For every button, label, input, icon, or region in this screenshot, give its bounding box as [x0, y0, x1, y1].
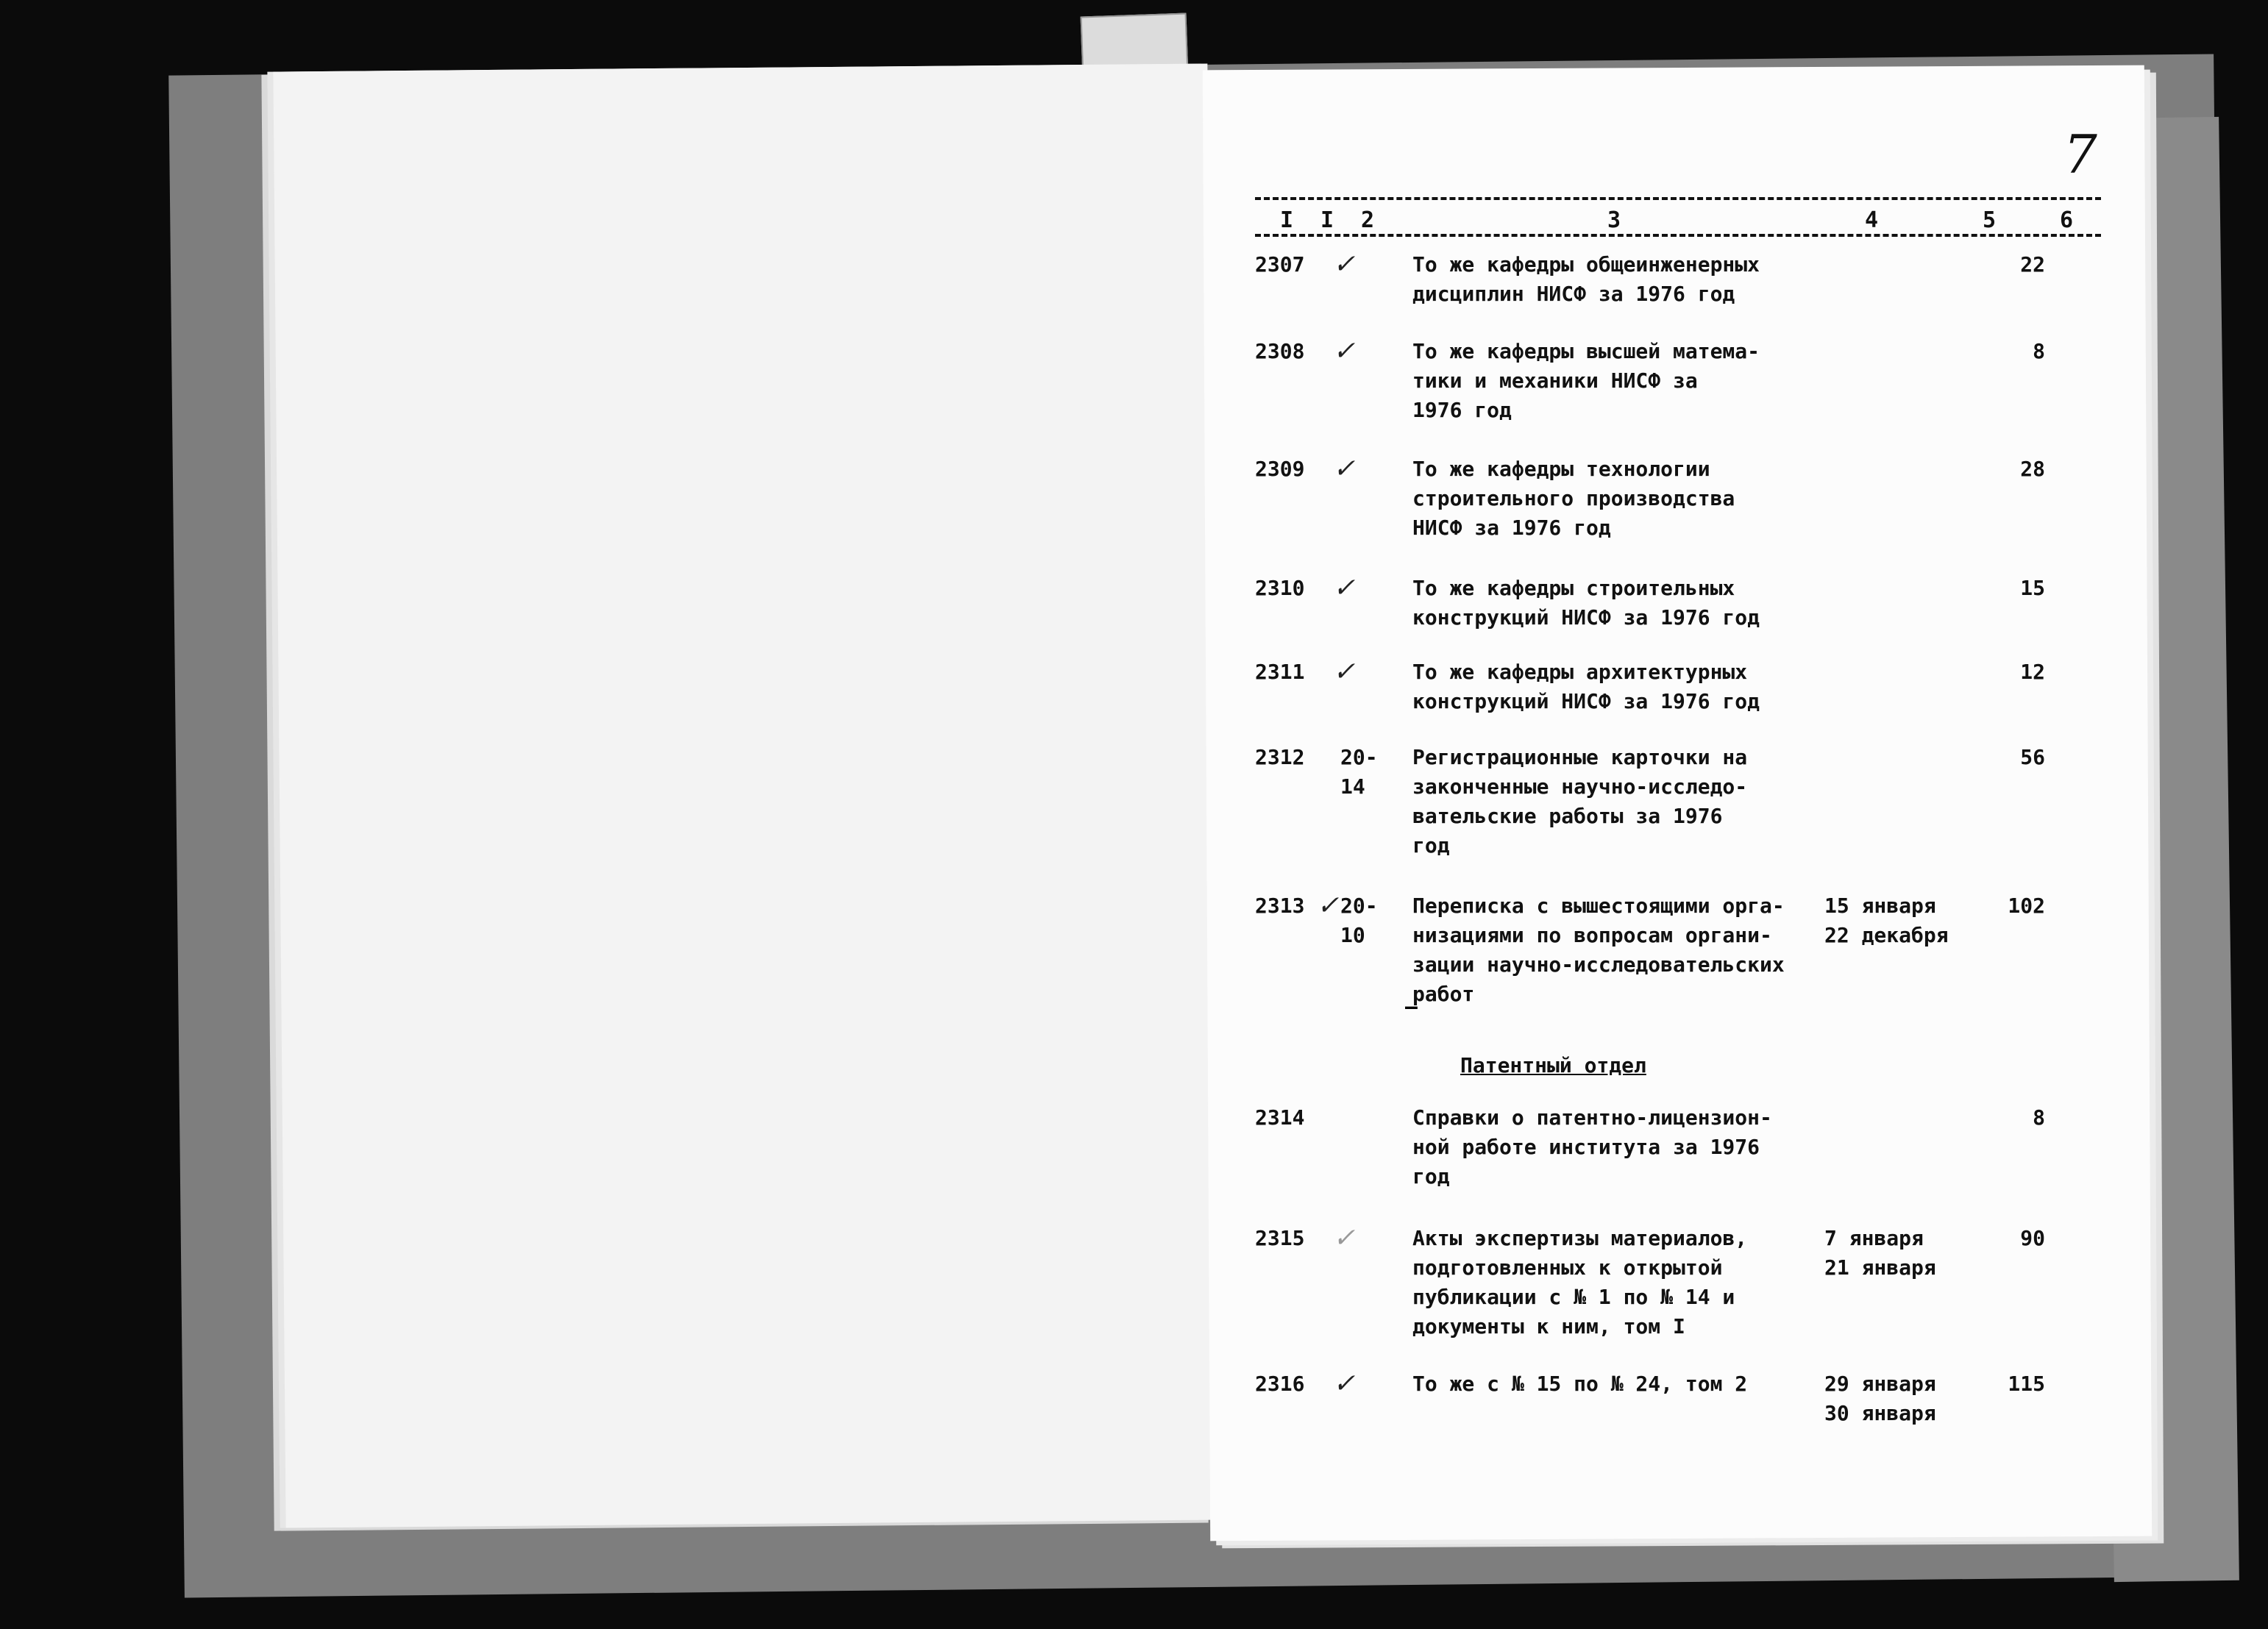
col-header-3: 3 — [1607, 207, 1621, 233]
row-number: 2310 — [1255, 576, 1305, 600]
row-title: То же кафедры общеинженерных дисциплин НИСФ за 1976 год — [1412, 252, 1760, 306]
check-mark-icon: ✓ — [1333, 657, 1356, 687]
row-number: 2313 — [1255, 894, 1305, 918]
row-count: 15 — [2020, 576, 2045, 600]
row-title: То же с № 15 по № 24, том 2 — [1412, 1372, 1748, 1396]
row-number: 2314 — [1255, 1105, 1305, 1130]
row-title: Переписка с вышестоящими орга- низациями по вопросам органи- зации научно-исследовательских работ — [1412, 894, 1785, 1006]
dash-mark: – — [1405, 994, 1418, 1019]
row-dates: 29 января 30 января — [1824, 1372, 1936, 1425]
row-number: 2316 — [1255, 1372, 1305, 1396]
row-title: То же кафедры технологии строительного производства НИСФ за 1976 год — [1412, 457, 1735, 540]
row-number: 2315 — [1255, 1226, 1305, 1250]
header-rule-top — [1255, 197, 2101, 200]
col-header-6: 6 — [2060, 207, 2074, 233]
page-number: 7 — [2063, 124, 2097, 185]
col-header-2: 2 — [1361, 207, 1375, 233]
check-mark-icon: ✓ — [1333, 249, 1356, 279]
row-count: 115 — [2008, 1372, 2045, 1396]
row-count: 102 — [2008, 894, 2045, 918]
row-count: 22 — [2020, 252, 2045, 277]
row-title: Регистрационные карточки на законченные научно-исследо- вательские работы за 1976 год — [1412, 745, 1748, 858]
row-number: 2312 — [1255, 745, 1305, 769]
row-dates: 7 января 21 января — [1824, 1226, 1936, 1280]
col-header-4: 4 — [1865, 207, 1879, 233]
section-title: Патентный отдел — [1460, 1053, 1646, 1077]
row-dates: 15 января 22 декабря — [1824, 894, 1949, 947]
row-subindex: 20-10 — [1340, 894, 1378, 947]
row-title: То же кафедры архитектурных конструкций НИСФ за 1976 год — [1412, 660, 1760, 713]
header-rule-bottom — [1255, 234, 2101, 237]
row-number: 2308 — [1255, 339, 1305, 363]
row-title: То же кафедры высшей матема- тики и механики НИСФ за 1976 год — [1412, 339, 1760, 422]
col-header-1b: I — [1320, 207, 1334, 233]
row-count: 56 — [2020, 745, 2045, 769]
row-title: Справки о патентно-лицензион- ной работе института за 1976 год — [1412, 1105, 1772, 1188]
check-mark-icon: ✓ — [1333, 573, 1356, 603]
row-number: 2311 — [1255, 660, 1305, 684]
row-title: Акты экспертизы материалов, подготовленных к открытой публикации с № 1 по № 14 и документы к ним, том I — [1412, 1226, 1748, 1339]
row-title: То же кафедры строительных конструкций НИСФ за 1976 год — [1412, 576, 1760, 630]
row-subindex: 20-14 — [1340, 745, 1378, 799]
check-mark-icon: ✓ — [1333, 336, 1356, 366]
col-header-5: 5 — [1983, 207, 1997, 233]
row-number: 2309 — [1255, 457, 1305, 481]
row-count: 28 — [2020, 457, 2045, 481]
check-mark-icon: ✓ — [1317, 891, 1340, 921]
left-page — [273, 63, 1220, 1528]
row-count: 8 — [2033, 339, 2045, 363]
row-count: 90 — [2020, 1226, 2045, 1250]
check-mark-icon: ✓ — [1333, 1223, 1356, 1253]
check-mark-icon: ✓ — [1333, 1369, 1356, 1399]
row-count: 12 — [2020, 660, 2045, 684]
row-count: 8 — [2033, 1105, 2045, 1130]
row-number: 2307 — [1255, 252, 1305, 277]
check-mark-icon: ✓ — [1333, 454, 1356, 484]
col-header-1: I — [1280, 207, 1294, 233]
